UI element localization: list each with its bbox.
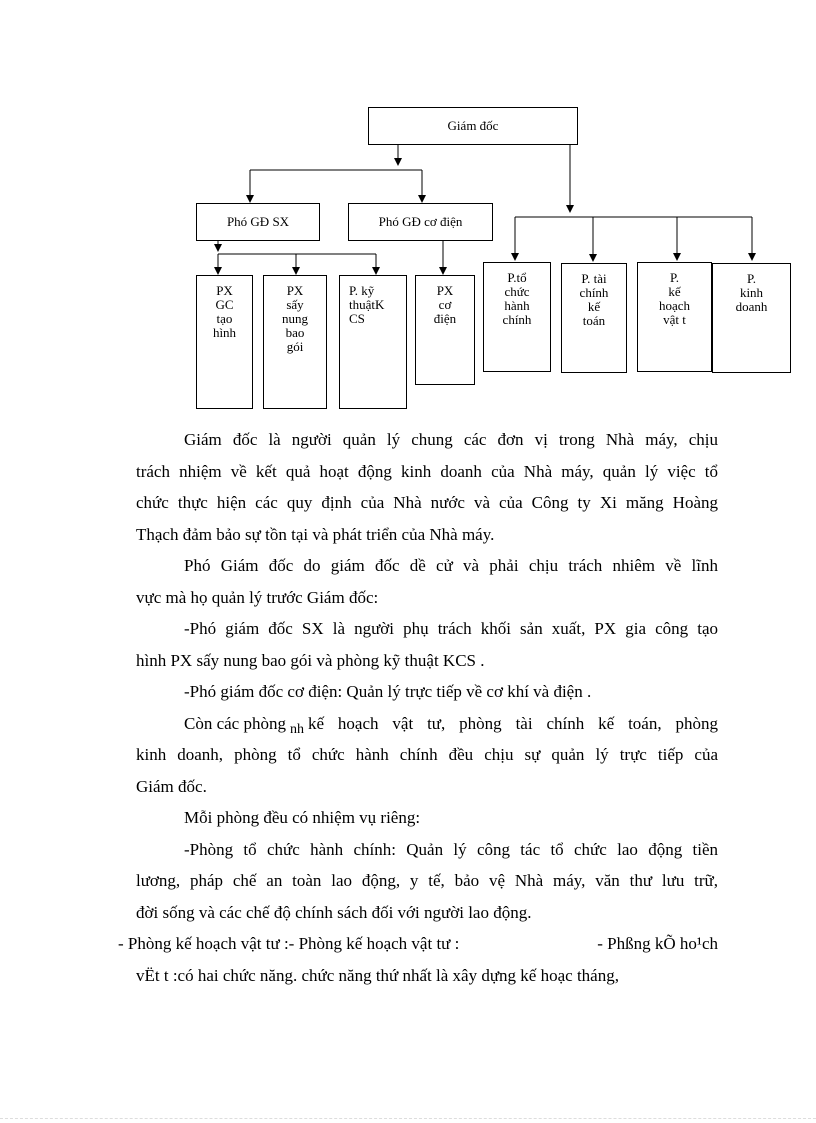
p5-line2: kinh doanh, phòng tổ chức hành chính đều chịu sự quản lý trực tiếp của bbox=[136, 745, 718, 764]
body-text bbox=[118, 424, 718, 991]
p1-line3: chức thực hiện các quy định của Nhà nước và của Công ty Xi măng Hoàng bbox=[136, 493, 718, 512]
p8-line2: vËt t :có hai chức năng. chức năng thứ nhất là xây dựng kế hoạc tháng, bbox=[136, 965, 619, 985]
dept-kinh-doanh: P. kinh doanh bbox=[712, 263, 791, 373]
p3-line1: -Phó giám đốc SX là người phụ trách khối sản xuất, PX gia công tạo bbox=[184, 619, 718, 638]
unit-p-kcs: P. kỹ thuậtK CS bbox=[339, 275, 407, 409]
p6-line1: Mỗi phòng đều có nhiệm vụ riêng: bbox=[184, 808, 421, 827]
deputy-production-box bbox=[196, 203, 320, 241]
p7-line3: đời sống và các chế độ chính sách đối với người lao động. bbox=[136, 902, 532, 922]
page-bottom-rule bbox=[0, 1118, 816, 1119]
p1-line1: Giám đốc là người quản lý chung các đơn vị trong Nhà máy, chịu bbox=[184, 430, 718, 449]
dept-to-chuc-hanh-chinh: P.tổ chức hành chính bbox=[483, 262, 551, 372]
unit-px-say-nung: PX sấy nung bao gói bbox=[263, 275, 327, 409]
p7-line1: -Phòng tổ chức hành chính: Quản lý công tác tổ chức lao động tiền bbox=[184, 839, 718, 859]
p7-line2: lương, pháp chế an toàn lao động, y tế, bảo vệ Nhà máy, văn thư lưu trữ, bbox=[136, 871, 718, 890]
p1-line4: Thạch đảm bảo sự tồn tại và phát triển của Nhà máy. bbox=[136, 524, 495, 544]
dept-tai-chinh-ke-toan: P. tài chính kế toán bbox=[561, 263, 627, 373]
p4-line1: -Phó giám đốc cơ điện: Quản lý trực tiếp về cơ khí và điện . bbox=[184, 682, 592, 701]
p8-line1: - Phòng kế hoạch vật tư :- Phòng kế hoạch vật tư : - Phßng kÕ ho¹ch bbox=[118, 934, 718, 953]
p3-line2: hình PX sấy nung bao gói và phòng kỹ thuật KCS . bbox=[136, 650, 485, 670]
p5-line1: Còn các phòng nh kế hoạch vật tư, phòng tài chính kế toán, phòng bbox=[136, 708, 718, 740]
director-label: Giám đốc bbox=[447, 118, 499, 133]
deputy-production-label: Phó GĐ SX bbox=[226, 214, 290, 229]
deputy-electro-box bbox=[348, 203, 493, 241]
director-box bbox=[368, 107, 578, 145]
deputy-electro-label: Phó GĐ cơ điện bbox=[378, 214, 463, 229]
unit-px-co-dien: PX cơ điện bbox=[415, 275, 475, 385]
p5-line3: Giám đốc. bbox=[136, 776, 207, 796]
unit-px-gc: PX GC tạo hình bbox=[196, 275, 253, 409]
p2-line2: vực mà họ quản lý trước Giám đốc: bbox=[136, 587, 379, 607]
p5-small-fragment: nh bbox=[289, 721, 304, 737]
dept-ke-hoach-vat-tu: P. kế hoạch vật t bbox=[637, 262, 712, 372]
p1-line2: trách nhiệm về kết quả hoạt động kinh doanh của Nhà máy, quản lý việc tổ bbox=[136, 461, 718, 481]
p2-line1: Phó Giám đốc do giám đốc dề cử và phải chịu trách nhiêm về lĩnh bbox=[184, 556, 718, 575]
